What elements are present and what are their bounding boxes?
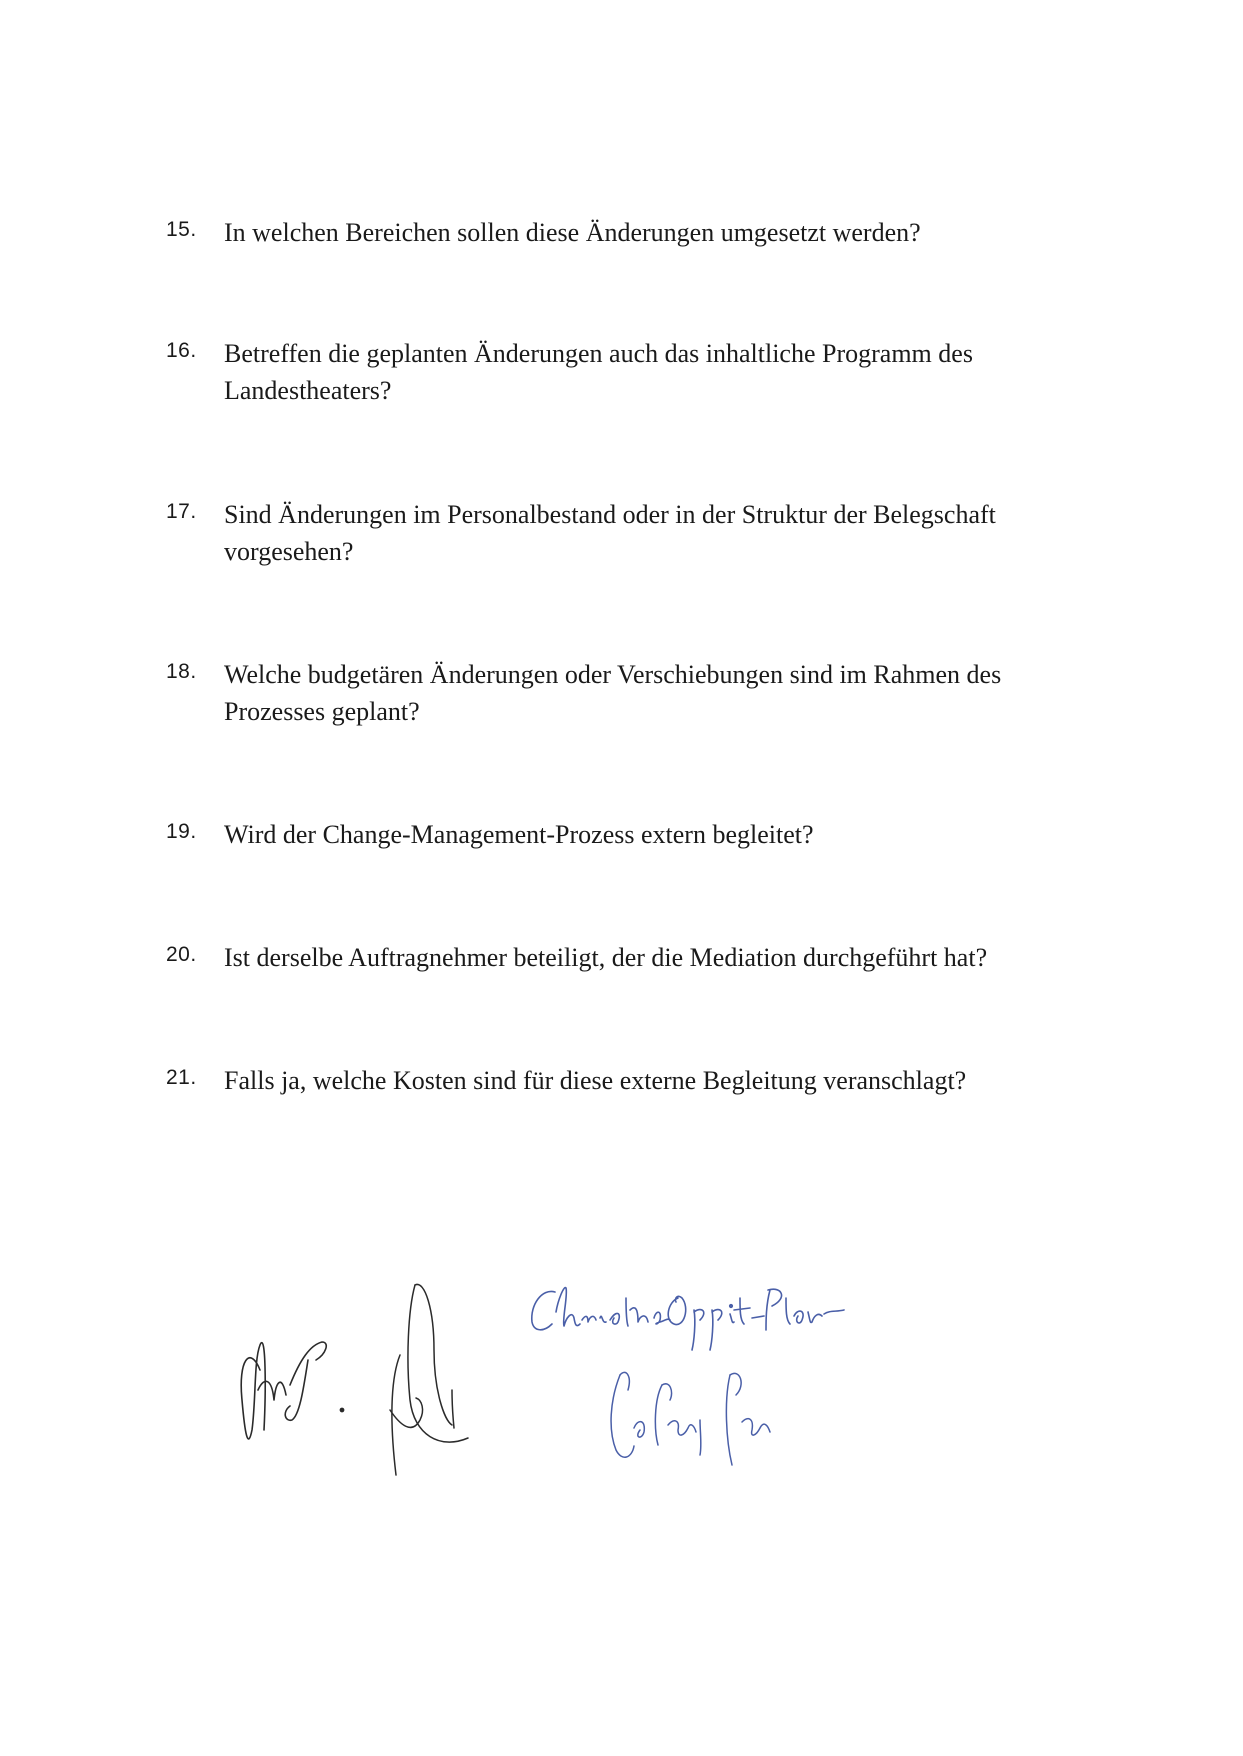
question-text: Wird der Change-Management-Prozess extern begleitet? (224, 820, 814, 849)
signature-blue-name (532, 1288, 844, 1350)
signature-blue-2 (611, 1372, 770, 1465)
signature-black-1 (241, 1342, 343, 1439)
question-number: 18. (166, 660, 197, 683)
question-number: 15. (166, 218, 197, 241)
question-number: 20. (166, 943, 197, 966)
question-text: Betreffen die geplanten Änderungen auch das inhaltliche Programm des Landestheaters? (224, 339, 973, 405)
question-number: 17. (166, 500, 197, 523)
signatures-svg (230, 1250, 930, 1510)
question-number: 19. (166, 820, 197, 843)
question-text: Welche budgetären Änderungen oder Verschiebungen sind im Rahmen des Prozesses geplant? (224, 660, 1002, 726)
question-text: Falls ja, welche Kosten sind für diese externe Begleitung veranschlagt? (224, 1066, 967, 1095)
question-number: 16. (166, 339, 197, 362)
question-text: Sind Änderungen im Personalbestand oder in der Struktur der Belegschaft vorgesehen? (224, 500, 996, 566)
question-text: Ist derselbe Auftragnehmer beteiligt, der die Mediation durchgeführt hat? (224, 943, 988, 972)
signature-black-2 (390, 1284, 468, 1475)
question-text: In welchen Bereichen sollen diese Änderungen umgesetzt werden? (224, 218, 921, 247)
signature-area (230, 1250, 930, 1510)
question-number: 21. (166, 1066, 197, 1089)
